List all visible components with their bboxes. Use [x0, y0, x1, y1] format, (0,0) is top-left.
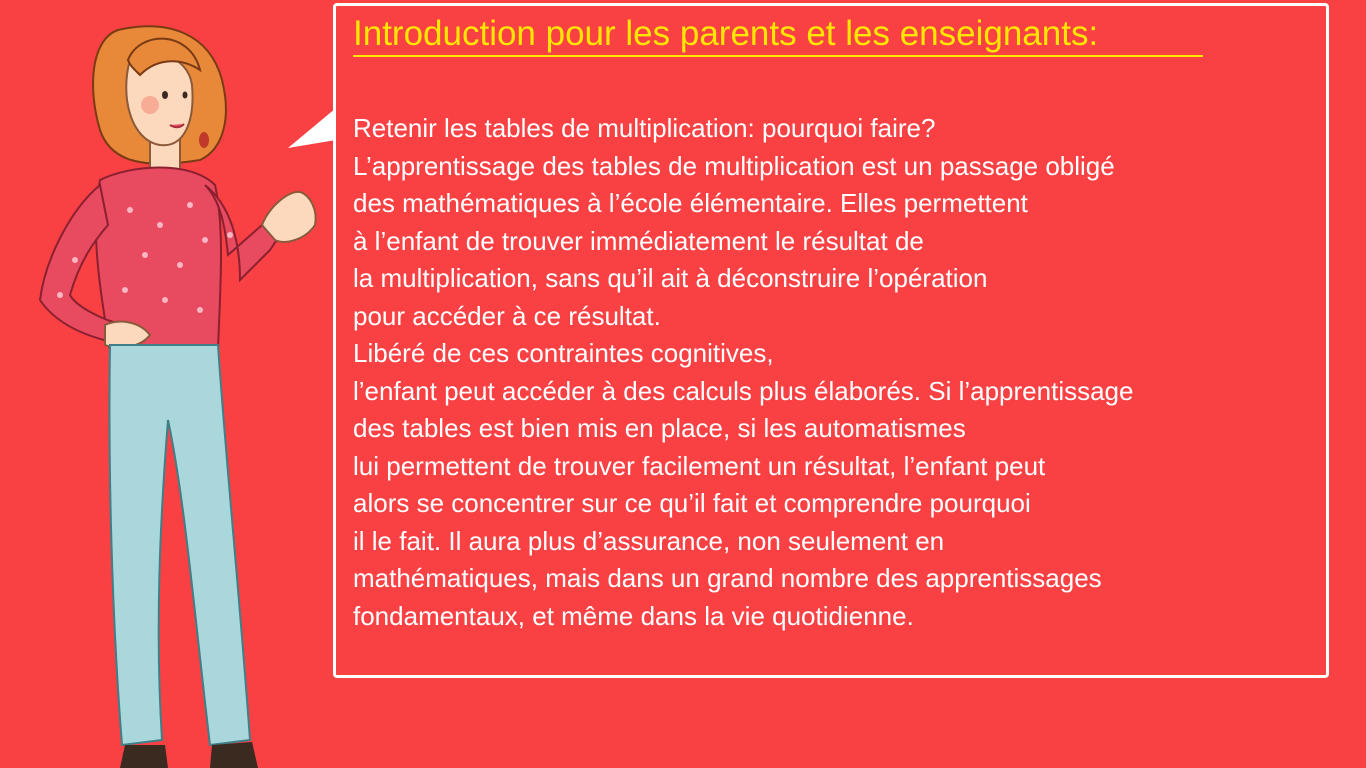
- speech-bubble-tail: [284, 100, 344, 160]
- body-line: Retenir les tables de multiplication: pourquoi faire?: [353, 113, 936, 143]
- body-line: des tables est bien mis en place, si les automatismes: [353, 413, 966, 443]
- intro-body: [353, 110, 1323, 635]
- body-line: pour accéder à ce résultat.: [353, 300, 661, 331]
- body-line: l’enfant peut accéder à des calculs plus élaborés. Si l’apprentissage: [353, 375, 1134, 406]
- body-line: Libéré de ces contraintes cognitives,: [353, 338, 774, 368]
- body-line: à l’enfant de trouver immédiatement le résultat de: [353, 225, 924, 256]
- jeans: [110, 345, 251, 745]
- right-hand: [262, 192, 316, 242]
- body-line: lui permettent de trouver facilement un résultat, l’enfant peut: [353, 450, 1046, 481]
- earring: [199, 132, 209, 148]
- intro-title: Introduction pour les parents et les enseignants:: [353, 14, 1099, 53]
- body-line: des mathématiques à l’école élémentaire. Elles permettent: [353, 188, 1028, 218]
- body-line: mathématiques, mais dans un grand nombre des apprentissages: [353, 563, 1102, 593]
- body-line: alors se concentrer sur ce qu’il fait et comprendre pourquoi: [353, 488, 1031, 518]
- shoe-right: [210, 742, 258, 768]
- eye-2: [183, 92, 188, 99]
- title-underline: [353, 55, 1203, 57]
- body-line: fondamentaux, et même dans la vie quotidienne.: [353, 600, 914, 631]
- body-line: la multiplication, sans qu’il ait à déconstruire l’opération: [353, 263, 988, 293]
- body-line: il le fait. Il aura plus d’assurance, non seulement en: [353, 525, 945, 556]
- body-line: L’apprentissage des tables de multiplication est un passage obligé: [353, 150, 1115, 181]
- shoe-left: [120, 745, 168, 768]
- eye: [162, 91, 168, 99]
- cheek: [141, 96, 159, 114]
